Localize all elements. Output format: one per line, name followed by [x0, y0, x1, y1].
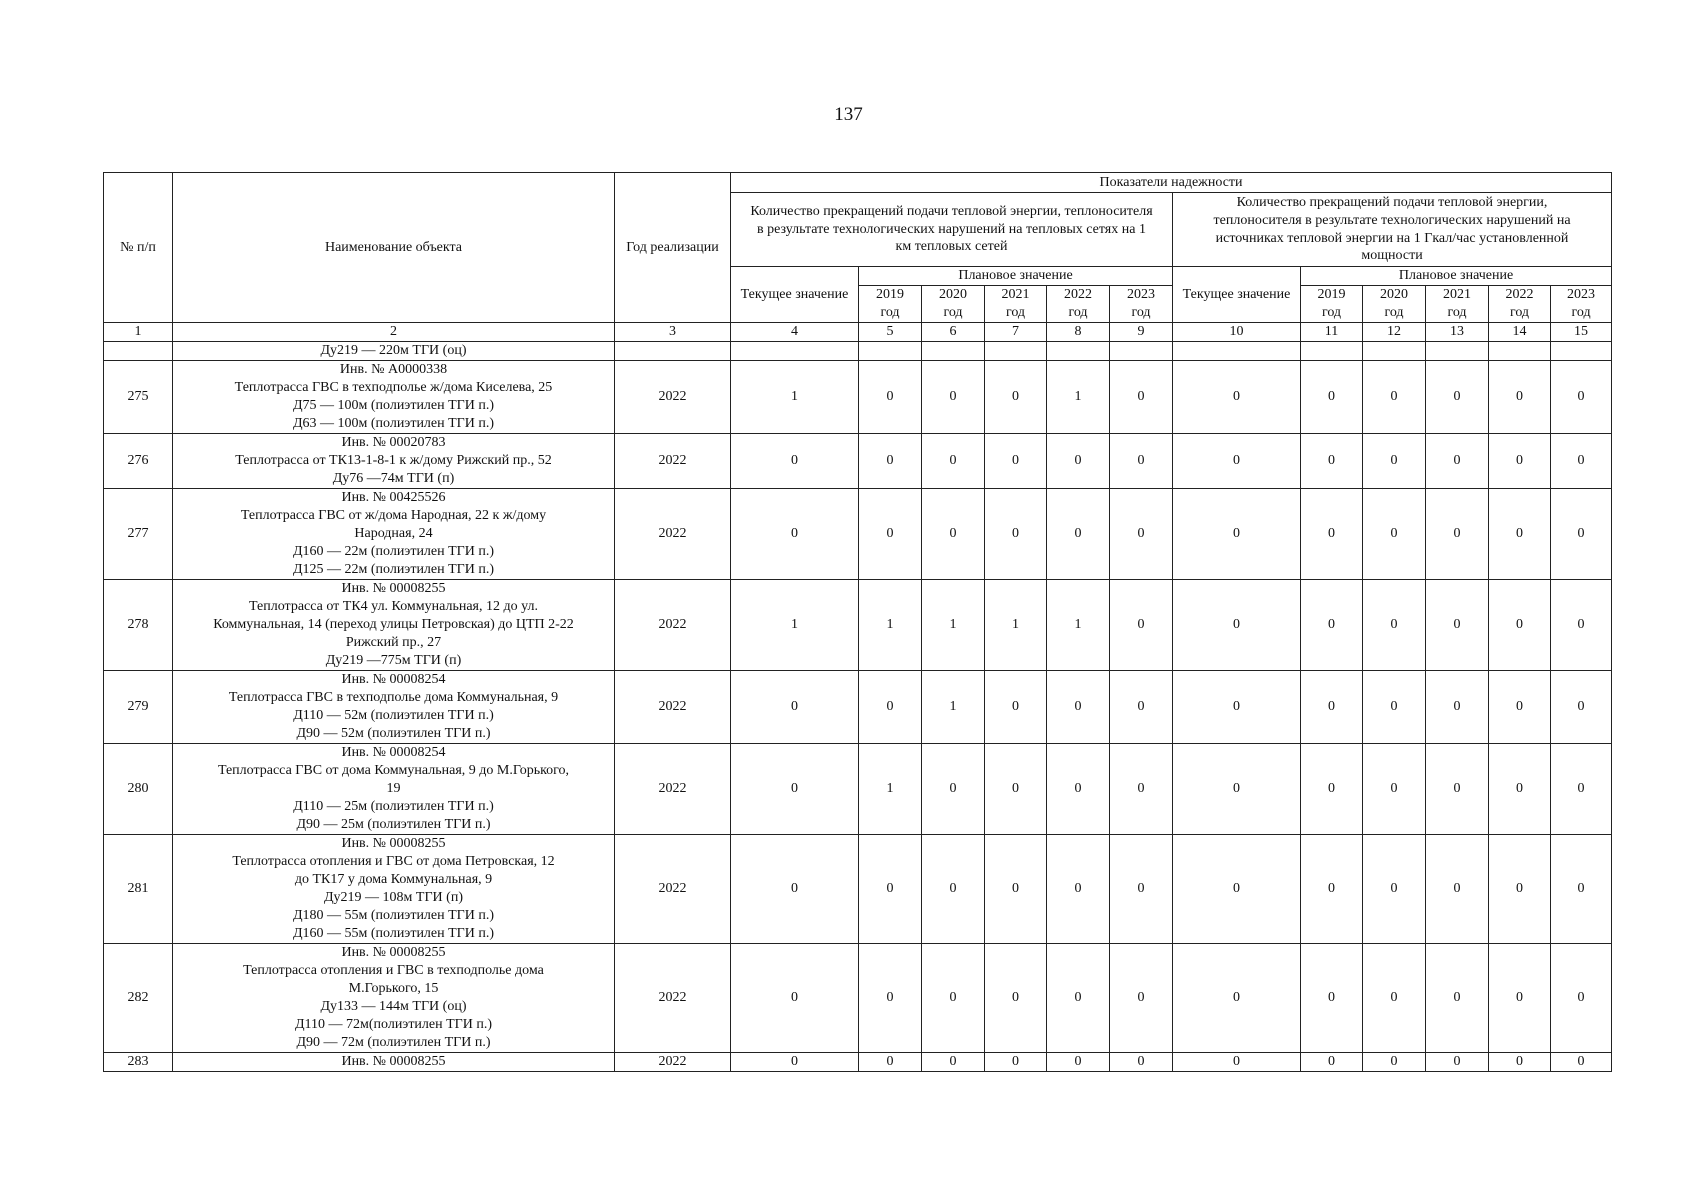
header-reliability: Показатели надежности: [731, 173, 1612, 193]
indicator-value: [1551, 341, 1612, 360]
object-line: Д90 — 25м (полиэтилен ТГИ п.): [296, 816, 491, 832]
indicator-value: 0: [922, 743, 985, 834]
indicator-value: 0: [1551, 579, 1612, 670]
implementation-year: 2022: [615, 943, 731, 1052]
object-name: [173, 1052, 615, 1071]
header-year-2-4: 2023 год: [1551, 285, 1612, 322]
object-name: [173, 341, 615, 360]
indicator-value: 0: [1551, 433, 1612, 488]
indicator-value: 0: [1173, 943, 1301, 1052]
indicator-value: 0: [1551, 670, 1612, 743]
indicator-value: 0: [1110, 670, 1173, 743]
column-number: 4: [731, 322, 859, 341]
table-row: [104, 341, 1612, 360]
object-line: Ду133 — 144м ТГИ (оц): [320, 998, 467, 1014]
indicator-value: [1363, 341, 1426, 360]
indicator-value: 0: [1551, 834, 1612, 943]
indicator-value: 0: [1426, 834, 1489, 943]
column-number: 15: [1551, 322, 1612, 341]
indicator-value: 0: [1489, 1052, 1551, 1071]
row-number: 279: [104, 670, 173, 743]
indicator-value: 0: [1489, 433, 1551, 488]
object-line: Инв. № А0000338: [339, 361, 448, 377]
object-line: Инв. № 00008254: [341, 744, 446, 760]
object-line: 19: [386, 780, 401, 796]
indicator-value: 0: [1426, 943, 1489, 1052]
indicator-value: 0: [922, 943, 985, 1052]
indicator-value: 0: [1489, 743, 1551, 834]
column-number: 5: [859, 322, 922, 341]
row-number: 276: [104, 433, 173, 488]
indicator-value: 0: [1551, 1052, 1612, 1071]
indicator-value: 0: [1047, 1052, 1110, 1071]
indicator-value: 0: [1426, 488, 1489, 579]
indicator-value: 0: [731, 943, 859, 1052]
column-number: 7: [985, 322, 1047, 341]
indicator-value: 0: [1426, 743, 1489, 834]
indicator-value: 0: [985, 943, 1047, 1052]
indicator-value: 0: [1047, 834, 1110, 943]
indicator-value: [1426, 341, 1489, 360]
object-line: Народная, 24: [354, 525, 433, 541]
object-line: Ду219 —775м ТГИ (п): [325, 652, 462, 668]
indicator-value: 0: [1363, 834, 1426, 943]
indicator-value: 0: [985, 834, 1047, 943]
indicator-value: [1047, 341, 1110, 360]
header-name: Наименование объекта: [173, 173, 615, 323]
indicator-value: 0: [1551, 488, 1612, 579]
object-line: Д90 — 52м (полиэтилен ТГИ п.): [296, 725, 491, 741]
indicator-value: [1173, 341, 1301, 360]
indicator-value: 1: [1047, 579, 1110, 670]
reliability-table: [103, 172, 1612, 1072]
indicator-value: 0: [1301, 743, 1363, 834]
implementation-year: 2022: [615, 1052, 731, 1071]
indicator-value: 0: [1363, 670, 1426, 743]
column-number: 6: [922, 322, 985, 341]
table-row: [104, 670, 1612, 743]
indicator-value: 0: [1363, 743, 1426, 834]
indicator-value: 0: [1047, 488, 1110, 579]
object-name: [173, 488, 615, 579]
object-line: Ду219 — 108м ТГИ (п): [324, 889, 463, 905]
indicator-value: 0: [1301, 670, 1363, 743]
row-number: 278: [104, 579, 173, 670]
indicator-value: 1: [859, 579, 922, 670]
header-year-1-3: 2022 год: [1047, 285, 1110, 322]
indicator-value: 0: [1363, 360, 1426, 433]
object-line: Теплотрасса от ТК13-1-8-1 к ж/дому Рижский пр., 52: [235, 452, 552, 468]
object-line: Д110 — 25м (полиэтилен ТГИ п.): [293, 798, 494, 814]
indicator-value: [859, 341, 922, 360]
object-line: Инв. № 00008255: [341, 580, 446, 596]
indicator-value: 0: [731, 488, 859, 579]
indicator-value: 0: [1363, 488, 1426, 579]
table-row: [104, 834, 1612, 943]
object-line: Д90 — 72м (полиэтилен ТГИ п.): [296, 1034, 491, 1050]
indicator-value: 0: [1173, 579, 1301, 670]
indicator-value: 0: [731, 1052, 859, 1071]
object-name: [173, 943, 615, 1052]
column-number: 3: [615, 322, 731, 341]
object-name: [173, 670, 615, 743]
indicator-value: 0: [1489, 670, 1551, 743]
column-number: 10: [1173, 322, 1301, 341]
table-row: [104, 743, 1612, 834]
object-line: Инв. № 00425526: [341, 489, 446, 505]
column-number: 13: [1426, 322, 1489, 341]
indicator-value: 0: [1301, 1052, 1363, 1071]
row-number: 283: [104, 1052, 173, 1071]
indicator-value: 0: [731, 433, 859, 488]
indicator-value: 1: [731, 579, 859, 670]
object-line: Д180 — 55м (полиэтилен ТГИ п.): [292, 907, 495, 923]
indicator-value: 0: [731, 743, 859, 834]
object-line: Д63 — 100м (полиэтилен ТГИ п.): [292, 415, 495, 431]
indicator-value: 0: [1173, 488, 1301, 579]
indicator-value: [731, 341, 859, 360]
header-group-networks: Количество прекращений подачи тепловой энергии, теплоносителя в результате технологических нарушений на тепловых сетях на 1 км тепловых сетей: [731, 193, 1173, 267]
implementation-year: 2022: [615, 579, 731, 670]
object-line: Теплотрасса отопления и ГВС от дома Петровская, 12: [232, 853, 555, 869]
object-line: Коммунальная, 14 (переход улицы Петровская) до ЦТП 2-22: [213, 616, 574, 632]
indicator-value: 0: [1047, 943, 1110, 1052]
indicator-value: 0: [985, 488, 1047, 579]
indicator-value: 0: [922, 834, 985, 943]
indicator-value: 0: [1173, 670, 1301, 743]
table-row: [104, 1052, 1612, 1071]
indicator-value: 0: [1110, 579, 1173, 670]
indicator-value: 0: [1173, 743, 1301, 834]
indicator-value: 0: [859, 1052, 922, 1071]
header-year-2-0: 2019 год: [1301, 285, 1363, 322]
indicator-value: 0: [1301, 579, 1363, 670]
column-number: 1: [104, 322, 173, 341]
indicator-value: 0: [1489, 943, 1551, 1052]
object-line: Д75 — 100м (полиэтилен ТГИ п.): [292, 397, 495, 413]
indicator-value: 0: [1489, 834, 1551, 943]
indicator-value: 0: [1110, 834, 1173, 943]
indicator-value: 0: [1301, 488, 1363, 579]
indicator-value: 0: [1110, 360, 1173, 433]
table-row: [104, 360, 1612, 433]
indicator-value: 0: [1173, 1052, 1301, 1071]
object-line: Д125 — 22м (полиэтилен ТГИ п.): [292, 561, 495, 577]
row-number: 281: [104, 834, 173, 943]
indicator-value: 0: [859, 433, 922, 488]
indicator-value: 0: [1047, 670, 1110, 743]
implementation-year: 2022: [615, 743, 731, 834]
indicator-value: 0: [1363, 579, 1426, 670]
indicator-value: 0: [1426, 360, 1489, 433]
row-number: 277: [104, 488, 173, 579]
header-year-2-1: 2020 год: [1363, 285, 1426, 322]
header-planned-2: Плановое значение: [1301, 267, 1612, 286]
indicator-value: 0: [922, 488, 985, 579]
object-line: Теплотрасса ГВС от дома Коммунальная, 9 до М.Горького,: [217, 762, 570, 778]
indicator-value: [1489, 341, 1551, 360]
object-line: Инв. № 00008255: [341, 1053, 446, 1069]
header-year-1-4: 2023 год: [1110, 285, 1173, 322]
indicator-value: 0: [1110, 488, 1173, 579]
indicator-value: 0: [922, 433, 985, 488]
object-line: Ду219 — 220м ТГИ (оц): [320, 342, 467, 358]
indicator-value: 0: [1426, 433, 1489, 488]
indicator-value: 0: [1173, 834, 1301, 943]
indicator-value: [1110, 341, 1173, 360]
indicator-value: [985, 341, 1047, 360]
indicator-value: 0: [859, 834, 922, 943]
object-line: Ду76 —74м ТГИ (п): [332, 470, 455, 486]
table-row: [104, 433, 1612, 488]
object-line: Теплотрасса ГВС в техподполье дома Коммунальная, 9: [228, 689, 559, 705]
header-year-1-2: 2021 год: [985, 285, 1047, 322]
indicator-value: 1: [731, 360, 859, 433]
header-current-1: Текущее значение: [731, 267, 859, 323]
indicator-value: 0: [922, 360, 985, 433]
indicator-value: 0: [1301, 433, 1363, 488]
object-name: [173, 360, 615, 433]
indicator-value: 0: [1426, 579, 1489, 670]
header-year: Год реализации: [615, 173, 731, 323]
indicator-value: 0: [985, 1052, 1047, 1071]
indicator-value: 0: [1301, 834, 1363, 943]
indicator-value: 1: [922, 670, 985, 743]
indicator-value: 0: [1426, 670, 1489, 743]
indicator-value: 0: [1363, 1052, 1426, 1071]
indicator-value: 0: [1047, 743, 1110, 834]
header-year-2-2: 2021 год: [1426, 285, 1489, 322]
indicator-value: 0: [1110, 1052, 1173, 1071]
indicator-value: 1: [985, 579, 1047, 670]
table-header: [104, 173, 1612, 323]
indicator-value: 0: [1110, 743, 1173, 834]
implementation-year: 2022: [615, 834, 731, 943]
indicator-value: 0: [1301, 360, 1363, 433]
indicator-value: 0: [1426, 1052, 1489, 1071]
object-line: Теплотрасса от ТК4 ул. Коммунальная, 12 до ул.: [249, 598, 538, 614]
indicator-value: 0: [859, 488, 922, 579]
indicator-value: 0: [1110, 943, 1173, 1052]
row-number: 280: [104, 743, 173, 834]
header-current-2: Текущее значение: [1173, 267, 1301, 323]
indicator-value: 0: [1489, 488, 1551, 579]
indicator-value: 0: [859, 670, 922, 743]
page-number: 137: [834, 104, 863, 125]
object-line: Инв. № 00008254: [341, 671, 446, 687]
implementation-year: 2022: [615, 488, 731, 579]
column-number: 9: [1110, 322, 1173, 341]
indicator-value: 0: [1489, 360, 1551, 433]
table-row: [104, 943, 1612, 1052]
column-number: 14: [1489, 322, 1551, 341]
object-line: Д110 — 72м(полиэтилен ТГИ п.): [294, 1016, 493, 1032]
indicator-value: [922, 341, 985, 360]
indicator-value: 0: [985, 670, 1047, 743]
indicator-value: 0: [1173, 360, 1301, 433]
header-year-1-1: 2020 год: [922, 285, 985, 322]
column-number: 12: [1363, 322, 1426, 341]
table-row: [104, 579, 1612, 670]
object-name: [173, 433, 615, 488]
row-number: [104, 341, 173, 360]
object-line: Д160 — 22м (полиэтилен ТГИ п.): [292, 543, 495, 559]
column-number: 8: [1047, 322, 1110, 341]
indicator-value: 0: [1047, 433, 1110, 488]
object-line: М.Горького, 15: [348, 980, 439, 996]
column-number: 2: [173, 322, 615, 341]
column-number: 11: [1301, 322, 1363, 341]
implementation-year: 2022: [615, 670, 731, 743]
indicator-value: 0: [859, 360, 922, 433]
indicator-value: 0: [731, 834, 859, 943]
object-line: Теплотрасса ГВС в техподполье ж/дома Киселева, 25: [234, 379, 553, 395]
implementation-year: 2022: [615, 360, 731, 433]
object-line: до ТК17 у дома Коммунальная, 9: [294, 871, 493, 887]
indicator-value: 0: [985, 360, 1047, 433]
object-name: [173, 743, 615, 834]
implementation-year: 2022: [615, 433, 731, 488]
table-row: [104, 488, 1612, 579]
header-year-2-3: 2022 год: [1489, 285, 1551, 322]
object-name: [173, 834, 615, 943]
indicator-value: 0: [985, 743, 1047, 834]
object-line: Инв. № 00008255: [341, 944, 446, 960]
row-number: 282: [104, 943, 173, 1052]
indicator-value: 1: [859, 743, 922, 834]
header-num: № п/п: [104, 173, 173, 323]
indicator-value: 0: [1173, 433, 1301, 488]
object-line: Теплотрасса ГВС от ж/дома Народная, 22 к ж/дому: [240, 507, 547, 523]
implementation-year: [615, 341, 731, 360]
indicator-value: 0: [731, 670, 859, 743]
object-line: Инв. № 00020783: [341, 434, 446, 450]
object-line: Теплотрасса отопления и ГВС в техподполье дома: [243, 962, 544, 978]
indicator-value: 0: [1489, 579, 1551, 670]
header-year-1-0: 2019 год: [859, 285, 922, 322]
row-number: 275: [104, 360, 173, 433]
indicator-value: 0: [1363, 943, 1426, 1052]
indicator-value: 1: [922, 579, 985, 670]
indicator-value: 0: [1110, 433, 1173, 488]
header-planned-1: Плановое значение: [859, 267, 1173, 286]
indicator-value: 0: [1301, 943, 1363, 1052]
table-body: [104, 322, 1612, 1071]
indicator-value: 0: [1551, 360, 1612, 433]
object-line: Д160 — 55м (полиэтилен ТГИ п.): [292, 925, 495, 941]
indicator-value: 1: [1047, 360, 1110, 433]
indicator-value: 0: [1363, 433, 1426, 488]
object-name: [173, 579, 615, 670]
column-numbers-row: [104, 322, 1612, 341]
header-group-sources: Количество прекращений подачи тепловой энергии, теплоносителя в результате технологических нарушений на источниках тепловой энергии на 1 Гкал/час установленной мощности: [1173, 193, 1612, 267]
indicator-value: 0: [1551, 743, 1612, 834]
object-line: Д110 — 52м (полиэтилен ТГИ п.): [293, 707, 494, 723]
indicator-value: 0: [1551, 943, 1612, 1052]
indicator-value: 0: [922, 1052, 985, 1071]
indicator-value: 0: [985, 433, 1047, 488]
indicator-value: [1301, 341, 1363, 360]
indicator-value: 0: [859, 943, 922, 1052]
object-line: Рижский пр., 27: [345, 634, 442, 650]
object-line: Инв. № 00008255: [341, 835, 446, 851]
